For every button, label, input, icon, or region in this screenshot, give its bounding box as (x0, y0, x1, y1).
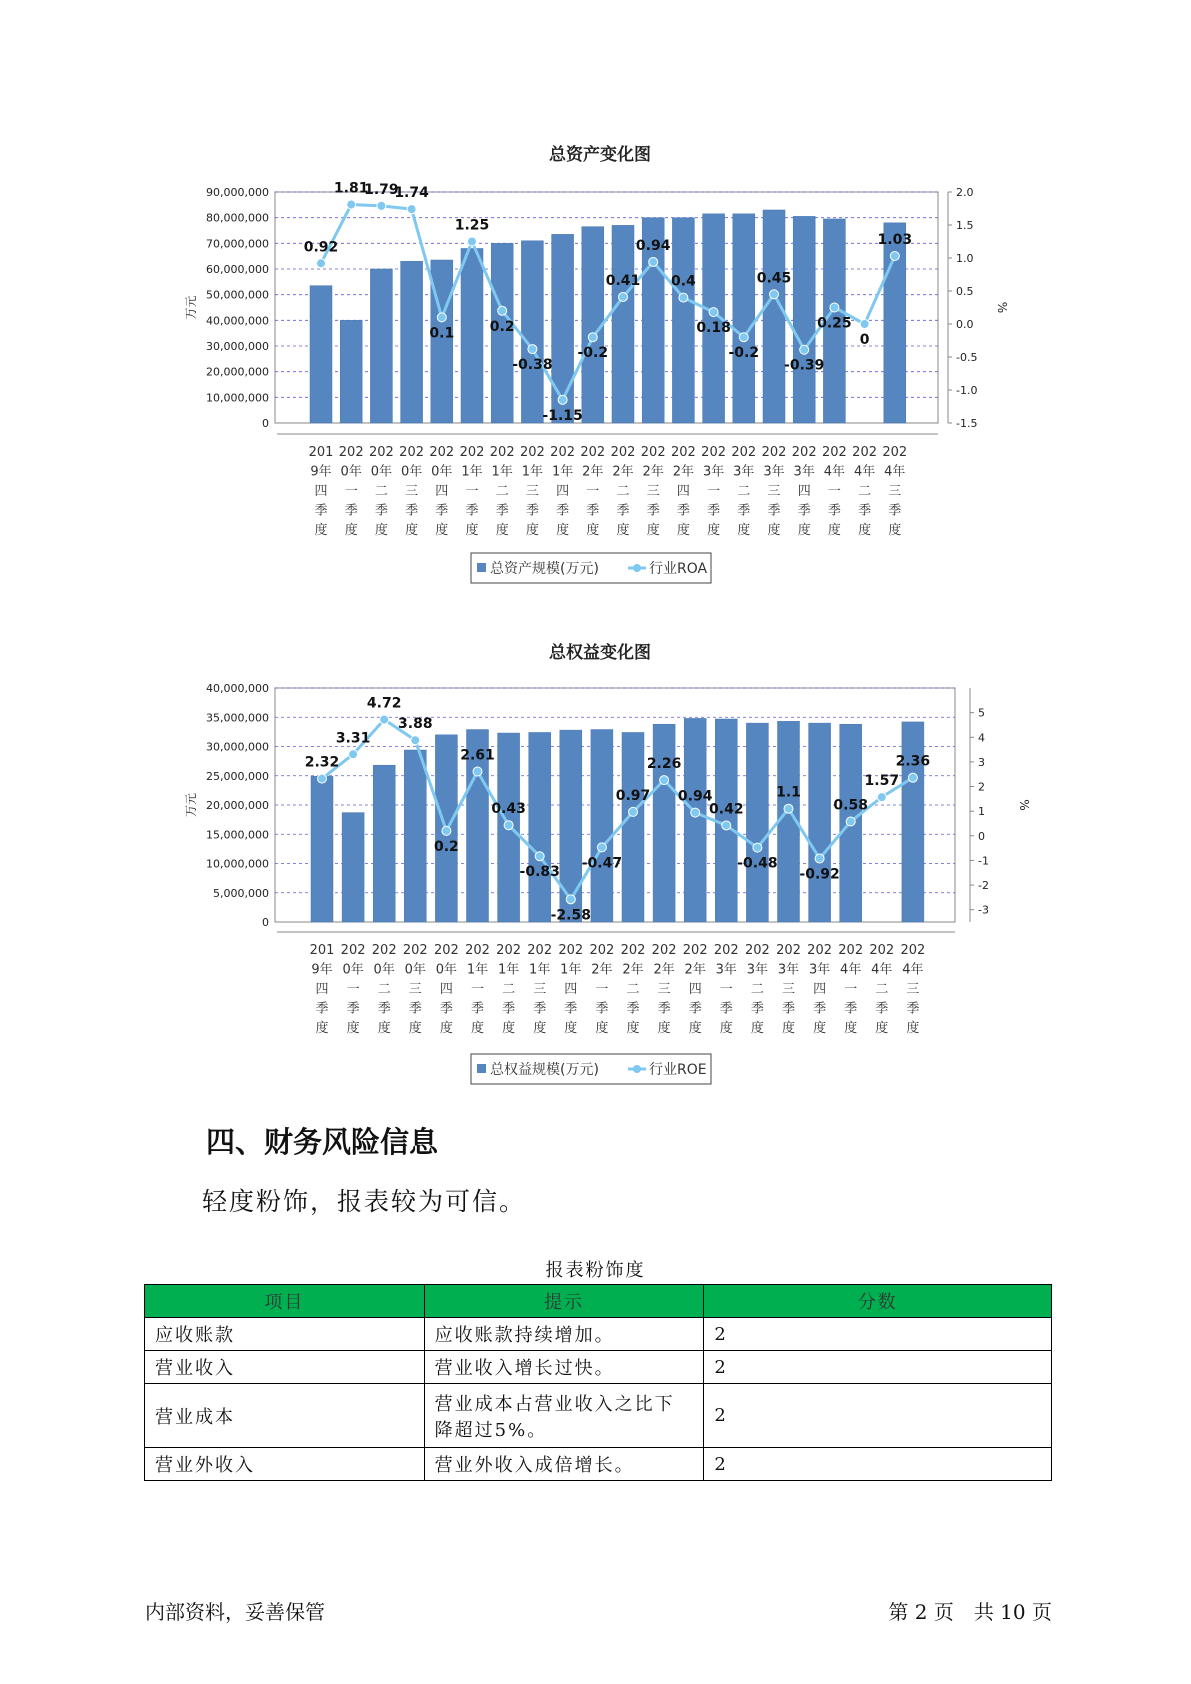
y-tick-label: 80,000,000 (206, 211, 269, 225)
data-label: 0.25 (817, 315, 852, 332)
x-tick-label: 202 4年三季度 (900, 943, 926, 1036)
y2-tick-label: -1 (978, 854, 989, 868)
line-point (528, 345, 537, 354)
line-point (558, 395, 567, 404)
section-summary: 轻度粉饰，报表较为可信。 (202, 1187, 527, 1216)
data-label: 0.42 (709, 801, 744, 818)
bar (404, 750, 426, 922)
y2-tick-label: 4 (978, 731, 985, 745)
y2-tick-label: 1.0 (956, 252, 974, 265)
line-point (566, 895, 575, 904)
data-label: -0.38 (512, 357, 553, 374)
y2-tick-label: 3 (978, 755, 985, 769)
data-label: 0.2 (489, 318, 515, 335)
bar (401, 261, 423, 423)
x-tick-label: 202 3年一季度 (701, 445, 727, 538)
data-label: -0.2 (728, 345, 760, 362)
bar (809, 723, 831, 922)
x-tick-label: 202 1年二季度 (496, 943, 522, 1036)
data-label: -0.92 (799, 866, 840, 883)
line-point (770, 290, 779, 299)
x-tick-label: 202 0年二季度 (371, 943, 397, 1036)
x-tick-label: 202 3年四季度 (807, 943, 833, 1036)
row-score: 2 (704, 1318, 1052, 1351)
row-score: 2 (704, 1351, 1052, 1384)
line-point (597, 843, 606, 852)
table-caption: 报表粉饰度 (545, 1260, 646, 1281)
data-label: 0.41 (605, 272, 641, 289)
data-label: 1.25 (454, 217, 490, 234)
table-row (145, 1448, 1052, 1481)
y-tick-label: 50,000,000 (206, 288, 269, 302)
y-tick-label: 40,000,000 (206, 682, 269, 695)
total-equity-chart (0, 636, 1191, 1096)
data-label: 0.1 (429, 325, 455, 342)
data-label: 0.94 (635, 237, 671, 254)
y-tick-label: 15,000,000 (206, 828, 269, 842)
row-score: 2 (704, 1384, 1052, 1448)
line-point (473, 767, 482, 776)
chart-title: 总权益变化图 (549, 643, 651, 663)
chart-svg (0, 138, 1191, 598)
x-tick-label: 202 0年三季度 (402, 943, 428, 1036)
row-item: 营业收入 (145, 1351, 425, 1384)
bar (902, 722, 924, 922)
line-point (908, 773, 917, 782)
data-label: 1.74 (394, 185, 429, 202)
bar (560, 730, 582, 922)
legend-line-marker (633, 564, 641, 572)
header-hint: 提示 (424, 1285, 704, 1318)
x-tick-label: 202 1年四季度 (558, 943, 584, 1036)
data-label: -1.15 (542, 407, 583, 424)
bar (529, 732, 551, 922)
line-point (846, 817, 855, 826)
x-tick-label: 202 1年四季度 (550, 445, 576, 538)
line-point (349, 750, 358, 759)
footer-page-number: 第 2 页 共 10 页 (888, 1600, 1052, 1624)
y-tick-label: 10,000,000 (206, 857, 269, 871)
data-label: -0.48 (737, 855, 778, 872)
bar (552, 234, 574, 423)
data-label: 3.88 (398, 716, 433, 733)
y2-tick-label: -2 (978, 879, 989, 893)
bar (311, 776, 333, 922)
data-label: 0.43 (491, 801, 526, 818)
x-tick-label: 202 2年二季度 (620, 943, 646, 1036)
data-label: -0.39 (784, 357, 825, 374)
line-point (679, 293, 688, 302)
line-point (753, 843, 762, 852)
line-point (709, 308, 718, 317)
row-item: 应收账款 (145, 1318, 425, 1351)
y2-tick-label: -1.0 (956, 384, 978, 397)
y2-tick-label: -0.5 (956, 351, 978, 364)
line-point (691, 808, 700, 817)
line-point (784, 804, 793, 813)
data-label: 3.31 (335, 730, 371, 747)
bar (340, 320, 362, 423)
x-tick-label: 202 2年四季度 (682, 943, 708, 1036)
line-point (442, 826, 451, 835)
x-tick-label: 202 1年二季度 (489, 445, 515, 538)
y-axis-label: 万元 (184, 295, 198, 320)
x-tick-label: 202 0年四季度 (433, 943, 459, 1036)
y-tick-label: 70,000,000 (206, 237, 269, 251)
bar (653, 724, 675, 922)
bar (763, 210, 785, 423)
x-tick-label: 202 4年二季度 (869, 943, 895, 1036)
x-tick-label: 202 2年一季度 (580, 445, 606, 538)
row-item: 营业外收入 (145, 1448, 425, 1481)
line-point (830, 303, 839, 312)
line-point (377, 201, 386, 210)
bar (591, 730, 613, 922)
x-tick-label: 202 2年三季度 (640, 445, 666, 538)
chart-svg (0, 636, 1191, 1096)
line-point (860, 320, 869, 329)
y-tick-label: 0 (262, 916, 269, 929)
line-point (468, 237, 477, 246)
line-point (660, 776, 669, 785)
y-tick-label: 90,000,000 (206, 186, 269, 199)
legend-bar-swatch (477, 563, 486, 572)
line-point (535, 852, 544, 861)
bar (793, 216, 815, 423)
y-tick-label: 30,000,000 (206, 340, 269, 353)
line-point (588, 333, 597, 342)
y-tick-label: 0 (262, 417, 269, 430)
x-tick-label: 202 4年一季度 (838, 943, 864, 1036)
x-tick-label: 202 1年一季度 (465, 943, 490, 1036)
x-tick-label: 201 9年四季度 (308, 445, 334, 538)
line-point (317, 259, 326, 268)
y2-tick-label: 2.0 (956, 186, 974, 199)
line-point (815, 854, 824, 863)
x-tick-label: 202 0年四季度 (429, 445, 455, 538)
line-point (722, 821, 731, 830)
y2-tick-label: 0.0 (956, 318, 974, 331)
total-assets-chart (0, 138, 1191, 598)
y-tick-label: 5,000,000 (213, 886, 269, 900)
bar (684, 718, 706, 922)
line-point (629, 807, 638, 816)
x-tick-label: 202 3年三季度 (776, 943, 801, 1036)
x-tick-label: 202 2年二季度 (610, 445, 636, 538)
data-label: 1.03 (877, 232, 913, 249)
x-tick-label: 201 9年四季度 (309, 943, 335, 1036)
x-tick-label: 202 4年一季度 (821, 445, 847, 538)
data-label: -2.58 (550, 907, 591, 924)
legend-line-marker (633, 1065, 641, 1073)
data-label: 1.81 (333, 180, 369, 197)
row-hint: 营业成本占营业收入之比下降超过5%。 (424, 1384, 704, 1448)
x-tick-label: 202 2年三季度 (651, 943, 677, 1036)
x-tick-label: 202 0年一季度 (340, 943, 366, 1036)
x-tick-label: 202 4年二季度 (852, 445, 878, 538)
y2-tick-label: -3 (978, 903, 989, 917)
bar (746, 723, 768, 922)
y2-tick-label: -1.5 (956, 417, 978, 430)
data-label: 0.45 (756, 270, 792, 287)
y2-tick-label: 2 (978, 780, 985, 794)
line-point (437, 313, 446, 322)
x-tick-label: 202 4年三季度 (882, 445, 908, 538)
data-label: 1.1 (776, 784, 801, 801)
data-label: 2.36 (895, 753, 931, 770)
bar (612, 225, 634, 423)
table-row (145, 1318, 1052, 1351)
table-row (145, 1351, 1052, 1384)
row-hint: 营业收入增长过快。 (424, 1351, 704, 1384)
table-header-row (145, 1285, 1052, 1318)
y2-axis-label: % (1017, 799, 1031, 811)
row-hint: 营业外收入成倍增长。 (424, 1448, 704, 1481)
y-axis-label: 万元 (184, 792, 198, 818)
y-tick-label: 25,000,000 (206, 769, 269, 783)
header-score: 分数 (704, 1285, 1052, 1318)
x-tick-label: 202 1年一季度 (459, 445, 485, 538)
data-label: 0 (859, 332, 870, 348)
x-tick-label: 202 1年三季度 (519, 445, 545, 538)
y-tick-label: 10,000,000 (206, 391, 269, 405)
y-tick-label: 35,000,000 (206, 711, 269, 725)
bar (733, 214, 755, 423)
legend-bar-label: 总资产规模(万元) (490, 561, 599, 577)
x-tick-label: 202 3年二季度 (731, 445, 757, 538)
footer-confidential: 内部资料，妥善保管 (145, 1600, 325, 1624)
legend-line-label: 行业ROE (649, 1062, 707, 1078)
row-item: 营业成本 (145, 1384, 425, 1448)
data-label: 0.58 (833, 797, 868, 814)
data-label: 4.72 (366, 695, 402, 712)
bar (461, 248, 483, 423)
data-label: 0.18 (696, 320, 731, 337)
data-label: 0.92 (303, 239, 339, 256)
row-hint: 应收账款持续增加。 (424, 1318, 704, 1351)
bar (672, 218, 694, 423)
data-label: 2.26 (646, 756, 682, 773)
y-tick-label: 30,000,000 (206, 740, 269, 754)
line-point (800, 345, 809, 354)
bar (521, 241, 543, 423)
y2-axis-label: % (995, 301, 1009, 314)
row-score: 2 (704, 1448, 1052, 1481)
x-tick-label: 202 3年三季度 (761, 445, 787, 538)
x-tick-label: 202 1年三季度 (527, 943, 553, 1036)
y2-tick-label: 0 (978, 829, 985, 843)
line-point (877, 793, 886, 802)
data-label: -0.2 (577, 345, 609, 362)
bar (310, 286, 332, 423)
data-label: 0.94 (677, 788, 713, 805)
data-label: 1.57 (864, 773, 900, 790)
y-tick-label: 20,000,000 (206, 799, 269, 812)
x-tick-label: 202 3年二季度 (744, 943, 770, 1036)
line-point (619, 292, 628, 301)
line-point (380, 715, 389, 724)
table-row (145, 1384, 1052, 1448)
bar (373, 765, 395, 922)
data-label: 0.4 (670, 273, 696, 290)
y-tick-label: 60,000,000 (206, 263, 269, 276)
line-point (411, 736, 420, 745)
line-point (890, 252, 899, 261)
bar (342, 813, 364, 922)
x-tick-label: 202 0年二季度 (368, 445, 394, 538)
legend-bar-label: 总权益规模(万元) (490, 1062, 599, 1078)
y2-tick-label: 5 (978, 706, 985, 720)
y-tick-label: 20,000,000 (206, 365, 269, 379)
line-point (318, 774, 327, 783)
line-point (504, 821, 513, 830)
chart-title: 总资产变化图 (549, 145, 651, 165)
line-point (649, 257, 658, 266)
data-label: -0.83 (519, 864, 560, 881)
data-label: 0.97 (615, 787, 651, 804)
x-tick-label: 202 3年一季度 (713, 943, 739, 1036)
line-point (407, 205, 416, 214)
x-tick-label: 202 0年三季度 (399, 445, 425, 538)
x-tick-label: 202 2年四季度 (670, 445, 696, 538)
y2-tick-label: 0.5 (956, 285, 974, 298)
data-label: 2.32 (304, 754, 340, 771)
legend-line-label: 行业ROA (649, 561, 708, 577)
y-tick-label: 40,000,000 (206, 314, 269, 328)
data-label: -0.47 (581, 855, 623, 872)
y2-tick-label: 1 (978, 805, 985, 819)
line-point (739, 333, 748, 342)
section-title: 四、财务风险信息 (206, 1125, 439, 1159)
data-label: 0.2 (433, 838, 459, 855)
x-tick-label: 202 0年一季度 (338, 445, 364, 538)
legend-bar-swatch (477, 1064, 486, 1073)
line-point (498, 306, 507, 315)
x-tick-label: 202 2年一季度 (589, 943, 615, 1036)
line-point (347, 200, 356, 209)
y2-tick-label: 1.5 (956, 219, 974, 232)
header-item: 项目 (145, 1285, 425, 1318)
data-label: 1.79 (364, 181, 399, 198)
bar (622, 732, 644, 922)
bar (370, 269, 392, 423)
x-tick-label: 202 3年四季度 (791, 445, 817, 538)
risk-table (144, 1284, 1052, 1481)
data-label: 2.61 (460, 747, 495, 764)
